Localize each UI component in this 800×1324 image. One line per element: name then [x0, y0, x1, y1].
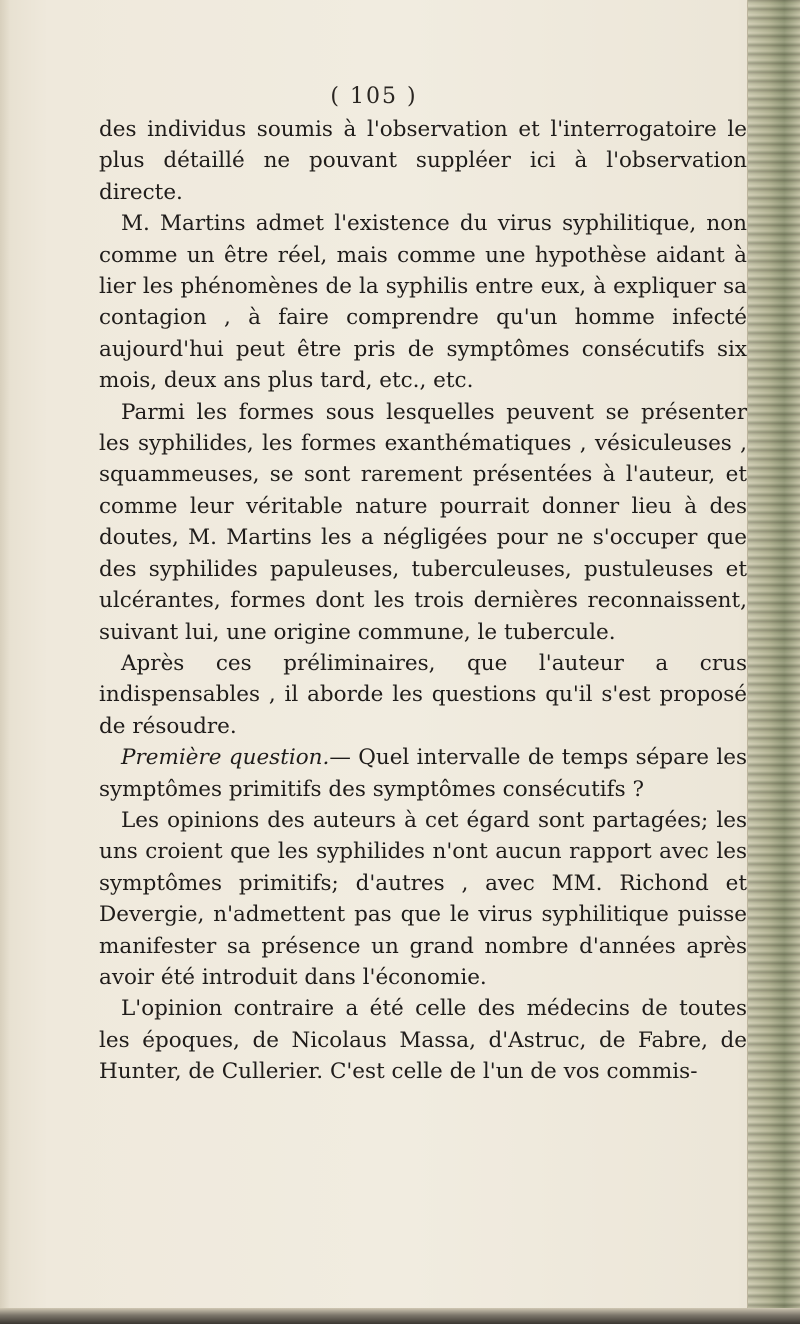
question-label: Première question.	[121, 745, 330, 771]
book-binding-edge	[747, 0, 800, 1324]
body-text	[99, 114, 747, 1088]
page-bottom-edge	[0, 1308, 800, 1324]
paragraph-1: des individus soumis à l'observation et l'interrogatoire le plus détaillé ne pouvant suppléer ici à l'observation directe.	[99, 117, 747, 205]
paragraph-5	[99, 742, 747, 805]
page-number: ( 105 )	[330, 84, 418, 109]
paragraph-2: M. Martins admet l'existence du virus syphilitique, non comme un être réel, mais comme une hypothèse aidant à lier les phénomènes de la syphilis entre eux, à expliquer sa contagion , à faire comprendre qu'un homme infecté aujourd'hui peut être pris de symptômes consécutifs six mois, deux ans plus tard, etc., etc.	[99, 211, 747, 394]
question-text: — Quel intervalle de temps sépare les symptômes primitifs des symptômes consécutifs ?	[99, 745, 747, 802]
paragraph-3: Parmi les formes sous lesquelles peuvent se présenter les syphilides, les formes exanthématiques , vésiculeuses , squammeuses, se sont rarement présentées à l'auteur, et comme leur véritable nature pourrait donner lieu à des doutes, M. Martins les a négligées pour ne s'occuper que des syphilides papuleuses, tuberculeuses, pustuleuses et ulcérantes, formes dont les trois dernières reconnaissent, suivant lui, une origine commune, le tubercule.	[99, 399, 747, 645]
paragraph-4: Après ces préliminaires, que l'auteur a crus indispensables , il aborde les questions qu'il s'est proposé de résoudre.	[99, 650, 747, 739]
paragraph-7: L'opinion contraire a été celle des médecins de toutes les époques, de Nicolaus Massa, d'Astruc, de Fabre, de Hunter, de Cullerier. C'est celle de l'un de vos commis-	[99, 996, 747, 1085]
paragraph-6: Les opinions des auteurs à cet égard sont partagées; les uns croient que les syphilides n'ont aucun rapport avec les symptômes primitifs; d'autres , avec MM. Richond et Devergie, n'admettent pas que le virus syphilitique puisse manifester sa présence un grand nombre d'années après avoir été introduit dans l'économie.	[99, 807, 747, 990]
page-left-edge	[0, 0, 10, 1324]
